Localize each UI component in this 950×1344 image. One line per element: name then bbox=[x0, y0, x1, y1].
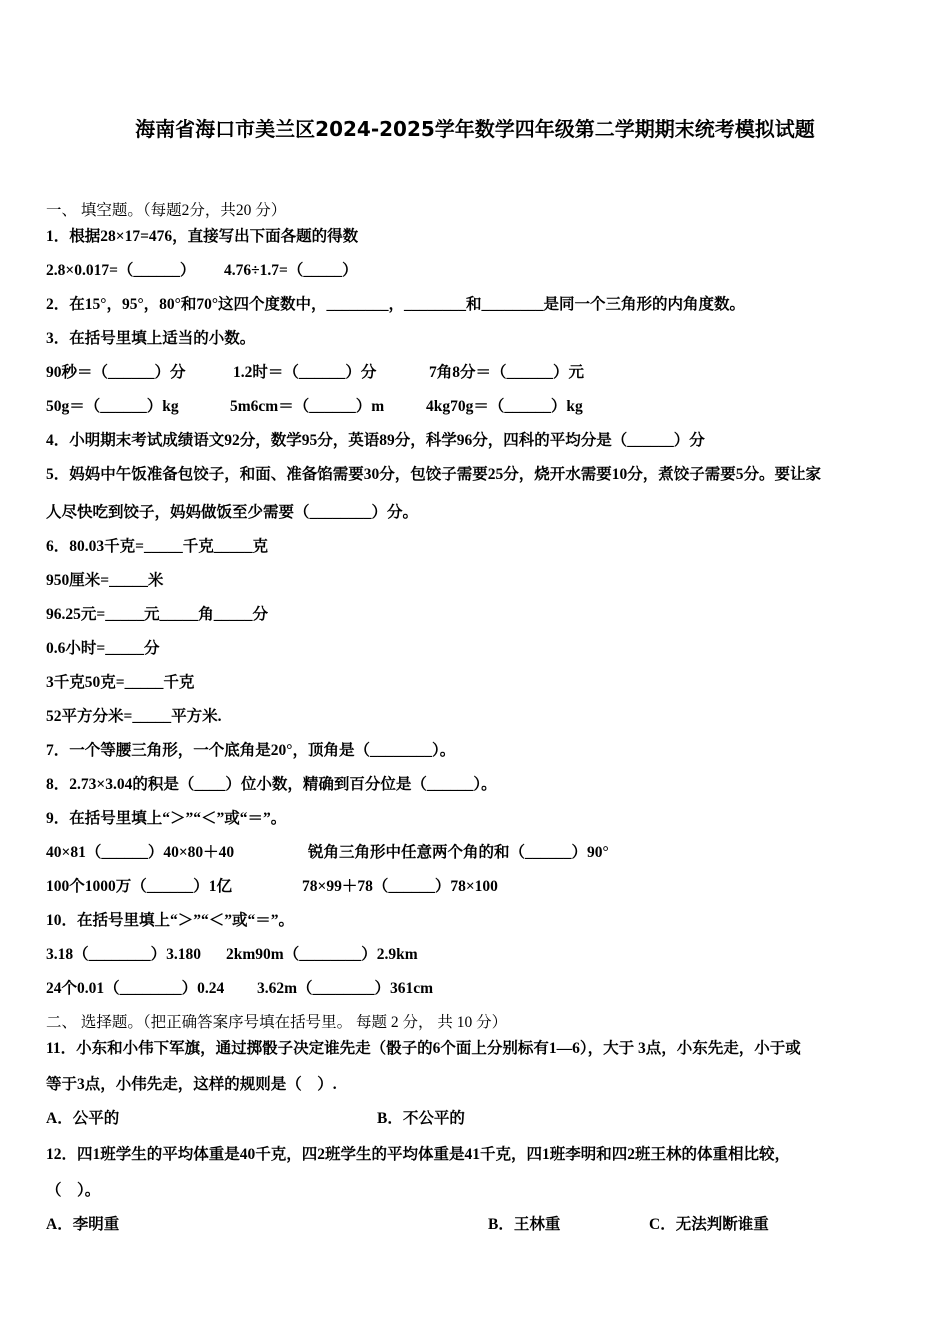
page-title: 海南省海口市美兰区2024-2025学年数学四年级第二学期期末统考模拟试题 bbox=[135, 117, 815, 141]
question-12-line-1: 12．四1班学生的平均体重是40千克，四2班学生的平均体重是41千克，四1班李明和四2班王林的体重相比较， bbox=[46, 1146, 791, 1163]
question-6-item-f: 52平方分米=_____平方米. bbox=[46, 708, 222, 725]
question-3-item-f: 4kg70g＝（______）kg bbox=[426, 398, 583, 415]
question-9-row-1 bbox=[46, 843, 906, 863]
question-3: 3．在括号里填上适当的小数。 bbox=[46, 330, 256, 347]
question-6-item-d: 0.6小时=_____分 bbox=[46, 640, 160, 657]
question-1-items bbox=[46, 261, 906, 281]
question-5-line-1: 5．妈妈中午饭准备包饺子，和面、准备馅需要30分，包饺子需要25分，烧开水需要10分，煮饺子需要5分。要让家 bbox=[46, 466, 822, 483]
question-8: 8．2.73×3.04的积是（____）位小数，精确到百分位是（______）。 bbox=[46, 776, 497, 793]
question-11-line-2: 等于3点，小伟先走，这样的规则是（ ）. bbox=[46, 1076, 337, 1093]
question-9-item-c: 100个1000万（______）1亿 bbox=[46, 878, 233, 895]
question-11-option-a: A．公平的 bbox=[46, 1110, 120, 1127]
question-6-item-e: 3千克50克=_____千克 bbox=[46, 674, 195, 691]
question-3-item-c: 7角8分＝（______）元 bbox=[429, 364, 585, 381]
question-10-row-1 bbox=[46, 945, 906, 965]
question-9-item-b: 锐角三角形中任意两个角的和（______）90° bbox=[308, 844, 609, 861]
question-9: 9．在括号里填上“＞”“＜”或“＝”。 bbox=[46, 810, 287, 827]
question-3-row-1 bbox=[46, 363, 906, 383]
question-1-item-b: 4.76÷1.7=（_____） bbox=[224, 262, 358, 279]
question-6-item-c: 96.25元=_____元_____角_____分 bbox=[46, 606, 268, 623]
question-6-item-b: 950厘米=_____米 bbox=[46, 572, 164, 589]
question-11-option-b: B．不公平的 bbox=[377, 1110, 465, 1127]
question-10-item-a: 3.18（________）3.180 bbox=[46, 946, 202, 963]
question-4: 4．小明期末考试成绩语文92分，数学95分，英语89分，科学96分，四科的平均分是（______）分 bbox=[46, 432, 705, 449]
question-5-line-2: 人尽快吃到饺子，妈妈做饭至少需要（________）分。 bbox=[46, 504, 419, 521]
question-11-options bbox=[46, 1109, 906, 1129]
question-10-item-c: 24个0.01（________）0.24 bbox=[46, 980, 225, 997]
question-10-item-b: 2km90m（________）2.9km bbox=[226, 946, 418, 963]
question-12-option-a: A．李明重 bbox=[46, 1216, 120, 1233]
question-3-item-e: 5m6cm＝（______）m bbox=[230, 398, 385, 415]
question-11-line-1: 11．小东和小伟下军旗，通过掷骰子决定谁先走（骰子的6个面上分别标有1—6），大于 3点，小东先走，小于或 bbox=[46, 1040, 801, 1057]
section-heading-fill-in: 一、 填空题。（每题2分，共20 分） bbox=[46, 202, 287, 219]
question-9-item-d: 78×99＋78（______）78×100 bbox=[302, 878, 498, 895]
question-12-line-2: （ ）。 bbox=[46, 1182, 101, 1199]
question-12-option-b: B．王林重 bbox=[488, 1216, 561, 1233]
question-12-options bbox=[46, 1215, 906, 1235]
section-heading-multiple-choice: 二、 选择题。（把正确答案序号填在括号里。 每题 2 分， 共 10 分） bbox=[46, 1014, 508, 1031]
question-10: 10．在括号里填上“＞”“＜”或“＝”。 bbox=[46, 912, 295, 929]
question-9-item-a: 40×81（______）40×80＋40 bbox=[46, 844, 235, 861]
question-10-row-2 bbox=[46, 979, 906, 999]
question-3-item-b: 1.2时＝（______）分 bbox=[233, 364, 377, 381]
question-3-item-d: 50g＝（______）kg bbox=[46, 398, 179, 415]
question-6: 6．80.03千克=_____千克_____克 bbox=[46, 538, 268, 555]
question-1-item-a: 2.8×0.017=（______） bbox=[46, 262, 196, 279]
question-9-row-2 bbox=[46, 877, 906, 897]
question-3-row-2 bbox=[46, 397, 906, 417]
question-1: 1．根据28×17=476，直接写出下面各题的得数 bbox=[46, 228, 359, 245]
question-7: 7．一个等腰三角形，一个底角是20°，顶角是（________）。 bbox=[46, 742, 456, 759]
question-12-option-c: C．无法判断谁重 bbox=[649, 1216, 769, 1233]
question-2: 2．在15°，95°，80°和70°这四个度数中，________，________和________是同一个三角形的内角度数。 bbox=[46, 296, 746, 313]
question-3-item-a: 90秒＝（______）分 bbox=[46, 364, 186, 381]
question-10-item-d: 3.62m（________）361cm bbox=[257, 980, 434, 997]
